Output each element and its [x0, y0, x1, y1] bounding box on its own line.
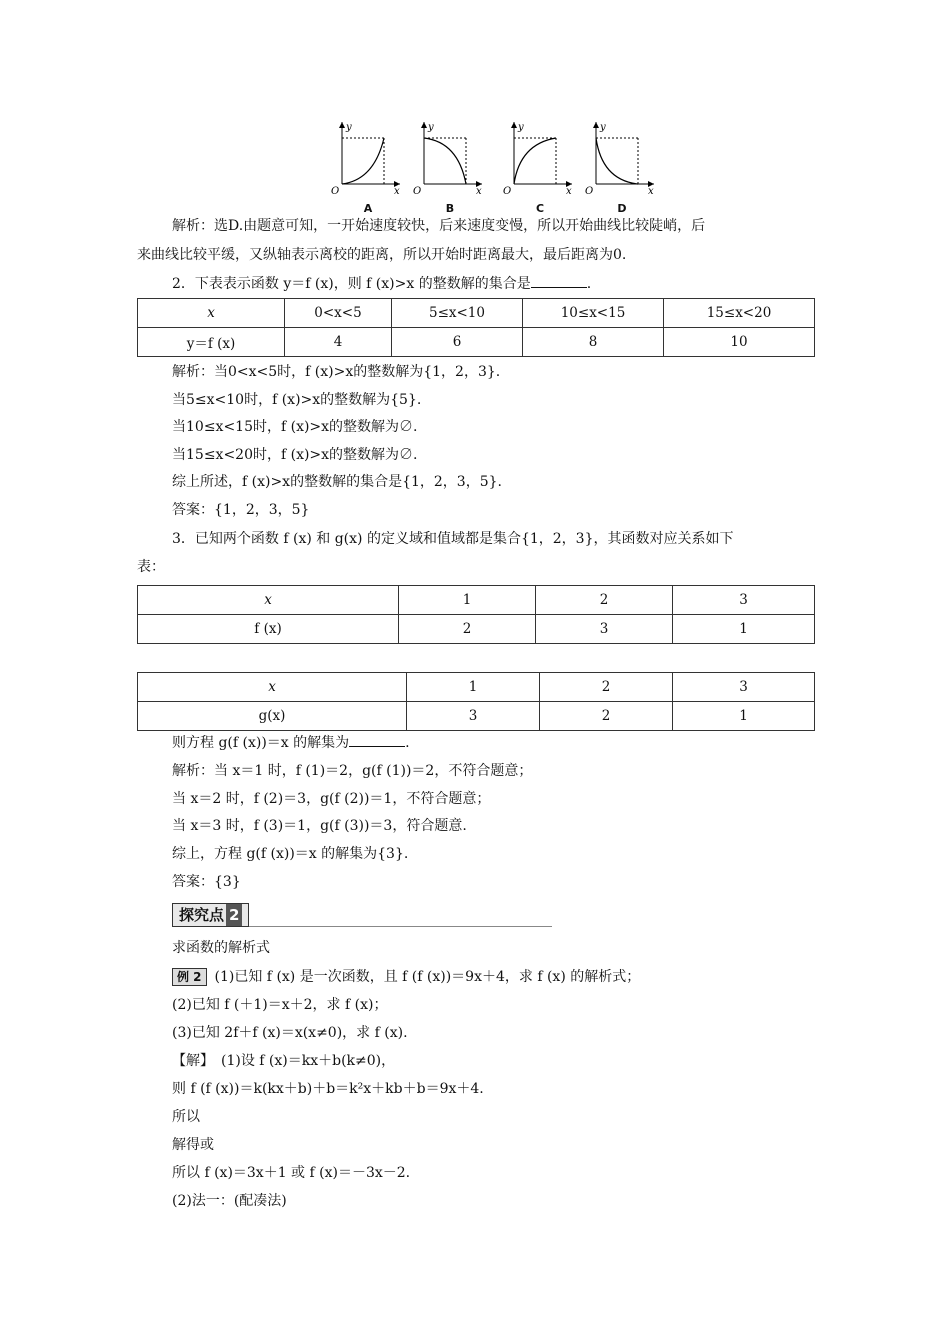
q3g-header-cell: x: [138, 673, 407, 702]
table-row: [138, 702, 815, 731]
q1-analysis-line-1: 解析：选D.由题意可知，一开始速度较快，后来速度变慢，所以开始曲线比较陡峭，后: [172, 218, 706, 234]
q2-stem-text: 2．下表表示函数 y＝f (x)，则 f (x)>x 的整数解的集合是: [172, 276, 531, 292]
q2-stem-end: .: [586, 276, 592, 292]
table-row: [138, 299, 815, 328]
graph-b: [410, 118, 490, 214]
graph-b-plot: [410, 118, 490, 198]
example-part-1: [172, 966, 640, 988]
example-part-3: (3)已知 2f＋f (x)＝x(x≠0)，求 f (x).: [172, 1025, 408, 1041]
solution-line: (2)法一：(配凑法): [172, 1193, 287, 1209]
q3-stem-1: 3．已知两个函数 f (x) 和 g(x) 的定义域和值域都是集合{1，2，3}，其函数对应关系如下: [172, 531, 734, 547]
q2-header-cell: 10≤x<15: [523, 299, 664, 328]
graph-c-y: y: [518, 122, 524, 133]
solution-line: 所以: [172, 1109, 200, 1125]
q3f-cell: f (x): [138, 615, 399, 644]
section-badge: [172, 903, 249, 927]
q2-stem: [172, 273, 591, 295]
q3-table-g: [137, 672, 815, 731]
graph-a-x: x: [394, 186, 400, 197]
graph-a-plot: [328, 118, 408, 198]
solution-line: 解得或: [172, 1137, 214, 1153]
q3g-header-cell: 1: [407, 673, 540, 702]
q3-line: 综上，方程 g(f (x))＝x 的解集为{3}.: [172, 846, 409, 862]
q1-analysis-line-2: 来曲线比较平缓，又纵轴表示离校的距离，所以开始时距离最大，最后距离为0.: [137, 247, 627, 263]
solution-line: 则 f (f (x))＝k(kx＋b)＋b＝k²x＋kb＋b＝9x＋4.: [172, 1081, 484, 1097]
section-header: [172, 903, 552, 929]
q2-line: 当5≤x<10时，f (x)>x的整数解为{5}.: [172, 392, 422, 408]
q3-equation: [172, 732, 410, 754]
graph-b-origin: O: [413, 186, 422, 197]
q2-cell: y＝f (x): [138, 328, 285, 357]
graph-b-y: y: [428, 122, 434, 133]
graph-d-x: x: [648, 186, 654, 197]
graph-d-plot: [582, 118, 662, 198]
example-part-2: (2)已知 f (＋1)＝x＋2，求 f (x)；: [172, 997, 388, 1013]
q3-line: 当 x＝3 时，f (3)＝1，g(f (3))＝3，符合题意.: [172, 818, 467, 834]
section-title: 求函数的解析式: [172, 940, 270, 956]
q3f-header-cell: 2: [536, 586, 673, 615]
graph-d: [582, 118, 662, 214]
table-row: [138, 328, 815, 357]
graph-a: [328, 118, 408, 214]
q2-cell: 8: [523, 328, 664, 357]
q3g-cell: 1: [673, 702, 815, 731]
q3-equation-end: .: [405, 735, 410, 751]
graphs-figure: [320, 118, 660, 218]
q2-header-cell: 15≤x<20: [664, 299, 815, 328]
q3f-cell: 1: [673, 615, 815, 644]
q3g-cell: 3: [407, 702, 540, 731]
q2-table: [137, 298, 815, 357]
q3-answer: 答案：{3}: [172, 874, 241, 890]
q2-line: 当10≤x<15时，f (x)>x的整数解为∅.: [172, 419, 418, 435]
q3-equation-text: 则方程 g(f (x))＝x 的解集为: [172, 735, 350, 751]
q2-line: 当15≤x<20时，f (x)>x的整数解为∅.: [172, 447, 418, 463]
graph-c: [500, 118, 580, 214]
graph-d-origin: O: [585, 186, 594, 197]
q2-cell: 6: [392, 328, 523, 357]
solution-line: 所以 f (x)＝3x＋1 或 f (x)＝－3x－2.: [172, 1165, 411, 1181]
q2-header-cell: 0<x<5: [285, 299, 392, 328]
q3f-cell: 2: [399, 615, 536, 644]
graph-c-x: x: [566, 186, 572, 197]
q3g-cell: g(x): [138, 702, 407, 731]
q3-line: 当 x＝2 时，f (2)＝3，g(f (2))＝1，不符合题意；: [172, 791, 491, 807]
graph-c-origin: O: [503, 186, 512, 197]
q3f-cell: 3: [536, 615, 673, 644]
graph-a-y: y: [346, 122, 352, 133]
section-badge-num: 2: [226, 904, 242, 926]
q2-header-cell: x: [138, 299, 285, 328]
graph-b-x: x: [476, 186, 482, 197]
q3-stem-2: 表：: [137, 559, 165, 575]
example-part-1-text: (1)已知 f (x) 是一次函数，且 f (f (x))＝9x＋4，求 f (x) 的解析式；: [214, 969, 641, 985]
graph-d-y: y: [600, 122, 606, 133]
graph-a-label: A: [363, 202, 373, 215]
table-row: [138, 615, 815, 644]
q3-table-f: [137, 585, 815, 644]
graph-a-origin: O: [331, 186, 340, 197]
solution-line: 【解】 (1)设 f (x)＝kx＋b(k≠0)，: [172, 1053, 396, 1069]
table-row: [138, 673, 815, 702]
graph-b-label: B: [445, 202, 455, 215]
q2-answer: 答案：{1，2，3，5}: [172, 502, 310, 518]
q3-line: 解析：当 x＝1 时，f (1)＝2，g(f (1))＝2，不符合题意；: [172, 763, 533, 779]
q2-line: 综上所述，f (x)>x的整数解的集合是{1，2，3，5}.: [172, 474, 502, 490]
graph-d-label: D: [617, 202, 627, 215]
q2-cell: 4: [285, 328, 392, 357]
q2-line: 解析：当0<x<5时，f (x)>x的整数解为{1，2，3}.: [172, 364, 501, 380]
graph-c-label: C: [535, 202, 545, 215]
q3g-header-cell: 2: [540, 673, 673, 702]
q3f-header-cell: x: [138, 586, 399, 615]
table-row: [138, 586, 815, 615]
graph-c-plot: [500, 118, 580, 198]
q2-blank: [531, 273, 587, 288]
q3f-header-cell: 3: [673, 586, 815, 615]
example-tag: 例 2: [172, 968, 207, 986]
q3-blank: [349, 732, 405, 747]
q2-cell: 10: [664, 328, 815, 357]
q3g-header-cell: 3: [673, 673, 815, 702]
section-badge-text: 探究点: [179, 906, 225, 924]
q3f-header-cell: 1: [399, 586, 536, 615]
q2-header-cell: 5≤x<10: [392, 299, 523, 328]
q3g-cell: 2: [540, 702, 673, 731]
